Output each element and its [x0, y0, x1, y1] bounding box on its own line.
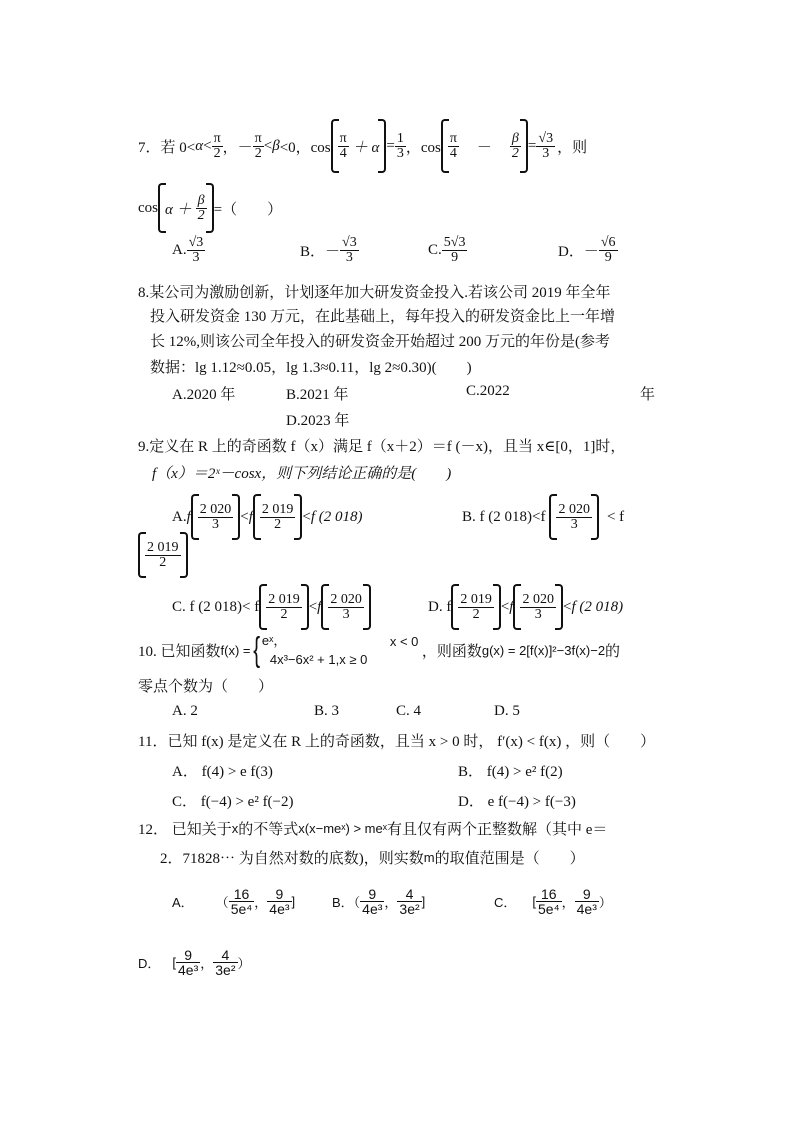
num: 9 — [275, 885, 284, 902]
q7-lt: < — [203, 137, 212, 154]
option-frac — [442, 236, 468, 265]
q7-number: 7．若 0< — [138, 139, 196, 156]
q7-option-c — [428, 228, 467, 272]
den: 4e³ — [576, 900, 597, 917]
f: f — [317, 598, 322, 615]
frac — [360, 887, 384, 916]
q7-then: ，则 — [557, 139, 588, 156]
den: 3 — [328, 607, 364, 622]
den: 3e² — [399, 900, 420, 917]
q8-line2: 投入研发资金 130 万元，在此基础上，每年投入的研发资金比上一年增 — [150, 309, 616, 325]
num: 2 019 — [268, 591, 300, 607]
option-frac — [340, 236, 359, 265]
f: f — [248, 508, 253, 525]
q12-option-c — [494, 876, 612, 926]
paren — [191, 494, 241, 540]
q7-frac-pi-4 — [338, 132, 349, 161]
den: 9 — [599, 250, 618, 265]
q7-frac-pi-2b — [253, 132, 264, 161]
frac — [536, 887, 562, 916]
q7-frac-pi-4b — [448, 132, 459, 161]
num: β — [197, 192, 205, 208]
b-tail: < f — [606, 508, 625, 525]
q12-option-b — [332, 876, 425, 926]
lt: < — [240, 508, 249, 525]
q10-option-b: B. 3 — [314, 703, 340, 719]
q7-lt2: < — [263, 137, 273, 154]
paren — [253, 494, 303, 540]
num: π — [339, 130, 347, 146]
paren — [259, 584, 309, 630]
q10-case1: eˣ， — [261, 633, 287, 648]
den: 3 — [536, 146, 555, 161]
q12-option-a — [172, 876, 295, 926]
q7-minus: － — [476, 139, 492, 156]
num: β — [511, 130, 519, 146]
q7-lt0-cos: <0，cos — [279, 139, 331, 156]
q12-ineq: x(x−meˣ) > meˣ — [298, 821, 387, 836]
f2018: f (2 018) — [310, 508, 363, 525]
close: ] — [291, 893, 296, 909]
num: π — [213, 130, 221, 146]
option-label: A． — [172, 894, 194, 910]
q7-frac-pi-2 — [212, 132, 223, 161]
option-label: B. f (2 018)<f — [462, 508, 546, 525]
q9-option-d — [428, 582, 623, 632]
q10-case1-cond: x < 0 — [389, 634, 419, 649]
q10-option-c: C. 4 — [396, 703, 422, 719]
frac — [176, 948, 200, 977]
option-label: C. f (2 018)< f — [172, 598, 260, 615]
q7-option-b — [300, 228, 359, 272]
q9-option-b — [462, 492, 624, 542]
den: 2 — [266, 607, 302, 622]
den: 4 — [448, 146, 459, 161]
q7-plus-alpha: ＋ α — [352, 139, 380, 156]
open: [ — [172, 954, 177, 970]
q11-option-a: A． f(4) > e f(3) — [172, 764, 273, 780]
option-label: C． — [494, 894, 517, 910]
q7-eq2: = — [527, 137, 537, 154]
q10-pre: 10. 已知函数 — [138, 643, 221, 660]
q8-option-b: B.2021 年 — [286, 387, 349, 403]
num: π — [449, 130, 457, 146]
num: 2 019 — [261, 501, 294, 517]
q10-option-d: D. 5 — [494, 703, 520, 719]
q12-x: x — [231, 821, 239, 836]
num: 2 020 — [330, 591, 362, 607]
frac — [213, 948, 237, 977]
option-label: C. — [428, 241, 442, 258]
paren — [321, 584, 371, 630]
paren — [451, 584, 501, 630]
comma: ， — [254, 894, 268, 910]
q7-option-d — [558, 228, 618, 272]
q7-frac-sqrt3-3 — [536, 132, 555, 161]
open: [ — [532, 893, 537, 909]
den: 2 — [458, 607, 494, 622]
q7-comma-cos: ，cos — [405, 139, 441, 156]
num: 16 — [233, 885, 250, 902]
q10-case2: 4x³−6x² + 1,x ≥ 0 — [269, 652, 368, 667]
num: 1 — [396, 130, 404, 146]
q7-cos: cos — [138, 199, 158, 216]
lt: < — [562, 598, 572, 615]
q8-line4: 数据：lg 1.12≈0.05，lg 1.3≈0.11，lg 2≈0.30)( ) — [150, 360, 472, 376]
q11-option-b: B． f(4) > e² f(2) — [458, 764, 563, 780]
den: 2 — [260, 517, 296, 532]
q11-line1: 11．已知 f(x) 是定义在 R 上的奇函数，且当 x > 0 时， f′(x) < f(x) ，则（ ） — [138, 734, 656, 750]
den: 4e³ — [362, 900, 383, 917]
q7-comma-minus: ，－ — [222, 139, 253, 156]
frac — [267, 887, 291, 916]
q9-option-c — [172, 582, 371, 632]
comma: ， — [200, 955, 214, 971]
den: 3 — [340, 250, 359, 265]
num: 2 019 — [147, 539, 179, 555]
f2018: f (2 018) — [571, 598, 624, 615]
option-frac — [599, 236, 618, 265]
option-label: A. — [172, 241, 187, 258]
q8-option-d: D.2023 年 — [286, 413, 350, 429]
num: 4 — [221, 946, 230, 963]
frac-2019-2 — [266, 593, 302, 622]
lt: < — [308, 598, 318, 615]
q11-option-d: D． e f(−4) > f(−3) — [458, 794, 576, 810]
den: 2 — [197, 207, 205, 223]
den: 2 — [212, 146, 223, 161]
q7-alpha: α — [195, 137, 204, 154]
q9-line2: f（x）＝2ˣ－cosx，则下列结论正确的是( ) — [152, 466, 452, 482]
comma: ， — [561, 894, 575, 910]
den: 3e² — [215, 961, 236, 978]
num: 2 020 — [199, 501, 232, 517]
num: √3 — [342, 234, 357, 250]
frac-2020-3 — [198, 503, 234, 532]
open: （ — [215, 894, 229, 910]
f: f — [509, 598, 514, 615]
q10-fx: f(x) = — [220, 642, 251, 658]
den: 9 — [442, 250, 468, 265]
q7-frac-beta-2b — [196, 194, 207, 223]
piecewise-brace: { — [252, 631, 260, 669]
q8-option-c: C.2022 — [466, 383, 510, 399]
close: ） — [598, 894, 612, 910]
num: 9 — [184, 946, 193, 963]
q9-option-a — [172, 492, 363, 542]
f: f — [186, 508, 191, 525]
q7-paren-1 — [331, 119, 387, 173]
option-label: A. — [172, 508, 187, 525]
comma: ， — [384, 894, 398, 910]
option-label: D． — [138, 955, 161, 971]
q12-mid: 的不等式 — [238, 822, 299, 838]
q10-gx: g(x) = 2[f(x)]²−3f(x)−2 — [481, 642, 606, 658]
frac — [575, 887, 599, 916]
q10-cases — [262, 630, 422, 670]
option-label: B． — [300, 243, 326, 260]
q7-line2 — [138, 180, 282, 236]
q10-line2: 零点个数为（ ） — [138, 679, 274, 695]
q7-eq: = — [386, 137, 395, 154]
paren — [513, 584, 563, 630]
q12-post: 有且仅有两个正整数解（其中 e＝ — [387, 822, 608, 838]
q7-paren-2 — [441, 119, 528, 173]
q7-answer-paren: =（ ） — [213, 201, 283, 218]
den: 2 — [253, 146, 264, 161]
option-label: D. f — [428, 598, 452, 615]
frac-2019-2 — [145, 541, 181, 570]
num: 2 020 — [558, 501, 590, 517]
q10-mid: ，则函数 — [421, 643, 482, 660]
q7-frac-beta-2 — [510, 132, 521, 161]
num: 4 — [405, 885, 414, 902]
num: √6 — [600, 234, 616, 250]
frac-2020-3 — [556, 503, 592, 532]
den: 3 — [520, 607, 556, 622]
q11-option-c: C． f(−4) > e² f(−2) — [172, 794, 294, 810]
num: π — [254, 130, 262, 146]
frac-2020-3 — [520, 593, 556, 622]
option-label: D． — [558, 243, 584, 260]
num: √3 — [538, 130, 554, 146]
num: 2 020 — [522, 591, 554, 607]
q7-beta: β — [272, 137, 280, 154]
q10-option-a: A. 2 — [172, 703, 198, 719]
num: 9 — [368, 885, 377, 902]
q10-line1 — [138, 630, 620, 670]
den: 3 — [187, 250, 206, 265]
q7-paren-3 — [158, 183, 214, 233]
den: 5e⁴ — [230, 900, 253, 917]
frac-2020-3 — [328, 593, 364, 622]
lt: < — [500, 598, 510, 615]
q12-line2 — [160, 847, 585, 868]
den: 2 — [511, 145, 519, 161]
paren — [138, 532, 188, 578]
den: 3 — [396, 145, 404, 161]
frac-2019-2 — [260, 503, 296, 532]
q12-m: m — [423, 850, 435, 865]
option-sign: － — [583, 243, 599, 260]
q7-line1 — [138, 118, 587, 174]
q10-post: 的 — [605, 643, 621, 660]
close: ] — [421, 893, 426, 909]
den: 2 — [145, 555, 181, 570]
num: 16 — [541, 885, 557, 902]
q8-option-c-tail: 年 — [640, 387, 656, 403]
q8-line3: 长 12%,则该公司全年投入的研发资金开始超过 200 万元的年份是(参考 — [150, 334, 610, 350]
den: 5e⁴ — [538, 900, 560, 917]
q9-option-b-cont — [138, 530, 188, 580]
q12-line1 — [138, 818, 607, 839]
q7-option-a — [172, 228, 205, 272]
option-sign: － — [325, 243, 341, 260]
q12-line2-post: 的取值范围是（ ） — [434, 851, 585, 867]
frac — [397, 887, 421, 916]
num: 5√3 — [443, 234, 466, 250]
close: ） — [237, 955, 251, 971]
den: 4e³ — [178, 961, 199, 978]
q8-option-a: A.2020 年 — [172, 387, 236, 403]
den: 4 — [338, 146, 349, 161]
den: 3 — [556, 517, 592, 532]
option-label: B．（ — [332, 894, 361, 910]
q12-pre: 12． 已知关于 — [138, 822, 232, 838]
paren — [549, 494, 599, 540]
q7-frac-1-3 — [395, 132, 406, 161]
num: √3 — [188, 234, 204, 250]
q8-line1: 8.某公司为激励创新，计划逐年加大研发资金投入.若该公司 2019 年全年 — [138, 285, 611, 301]
q9-line1: 9.定义在 R 上的奇函数 f（x）满足 f（x＋2）＝f (－x)，且当 x∈[0，1]时， — [138, 439, 626, 455]
q7-alpha-plus: α ＋ — [165, 201, 192, 218]
lt: < — [302, 508, 311, 525]
q12-option-d — [138, 937, 251, 987]
den: 3 — [198, 517, 234, 532]
frac — [229, 887, 255, 916]
num: 9 — [582, 885, 591, 902]
frac-2019-2 — [458, 593, 494, 622]
num: 2 019 — [460, 591, 492, 607]
den: 4e³ — [269, 900, 290, 917]
option-frac — [187, 236, 206, 265]
q12-line2-pre: 2．71828⋯ 为自然对数的底数)，则实数 — [160, 851, 424, 867]
